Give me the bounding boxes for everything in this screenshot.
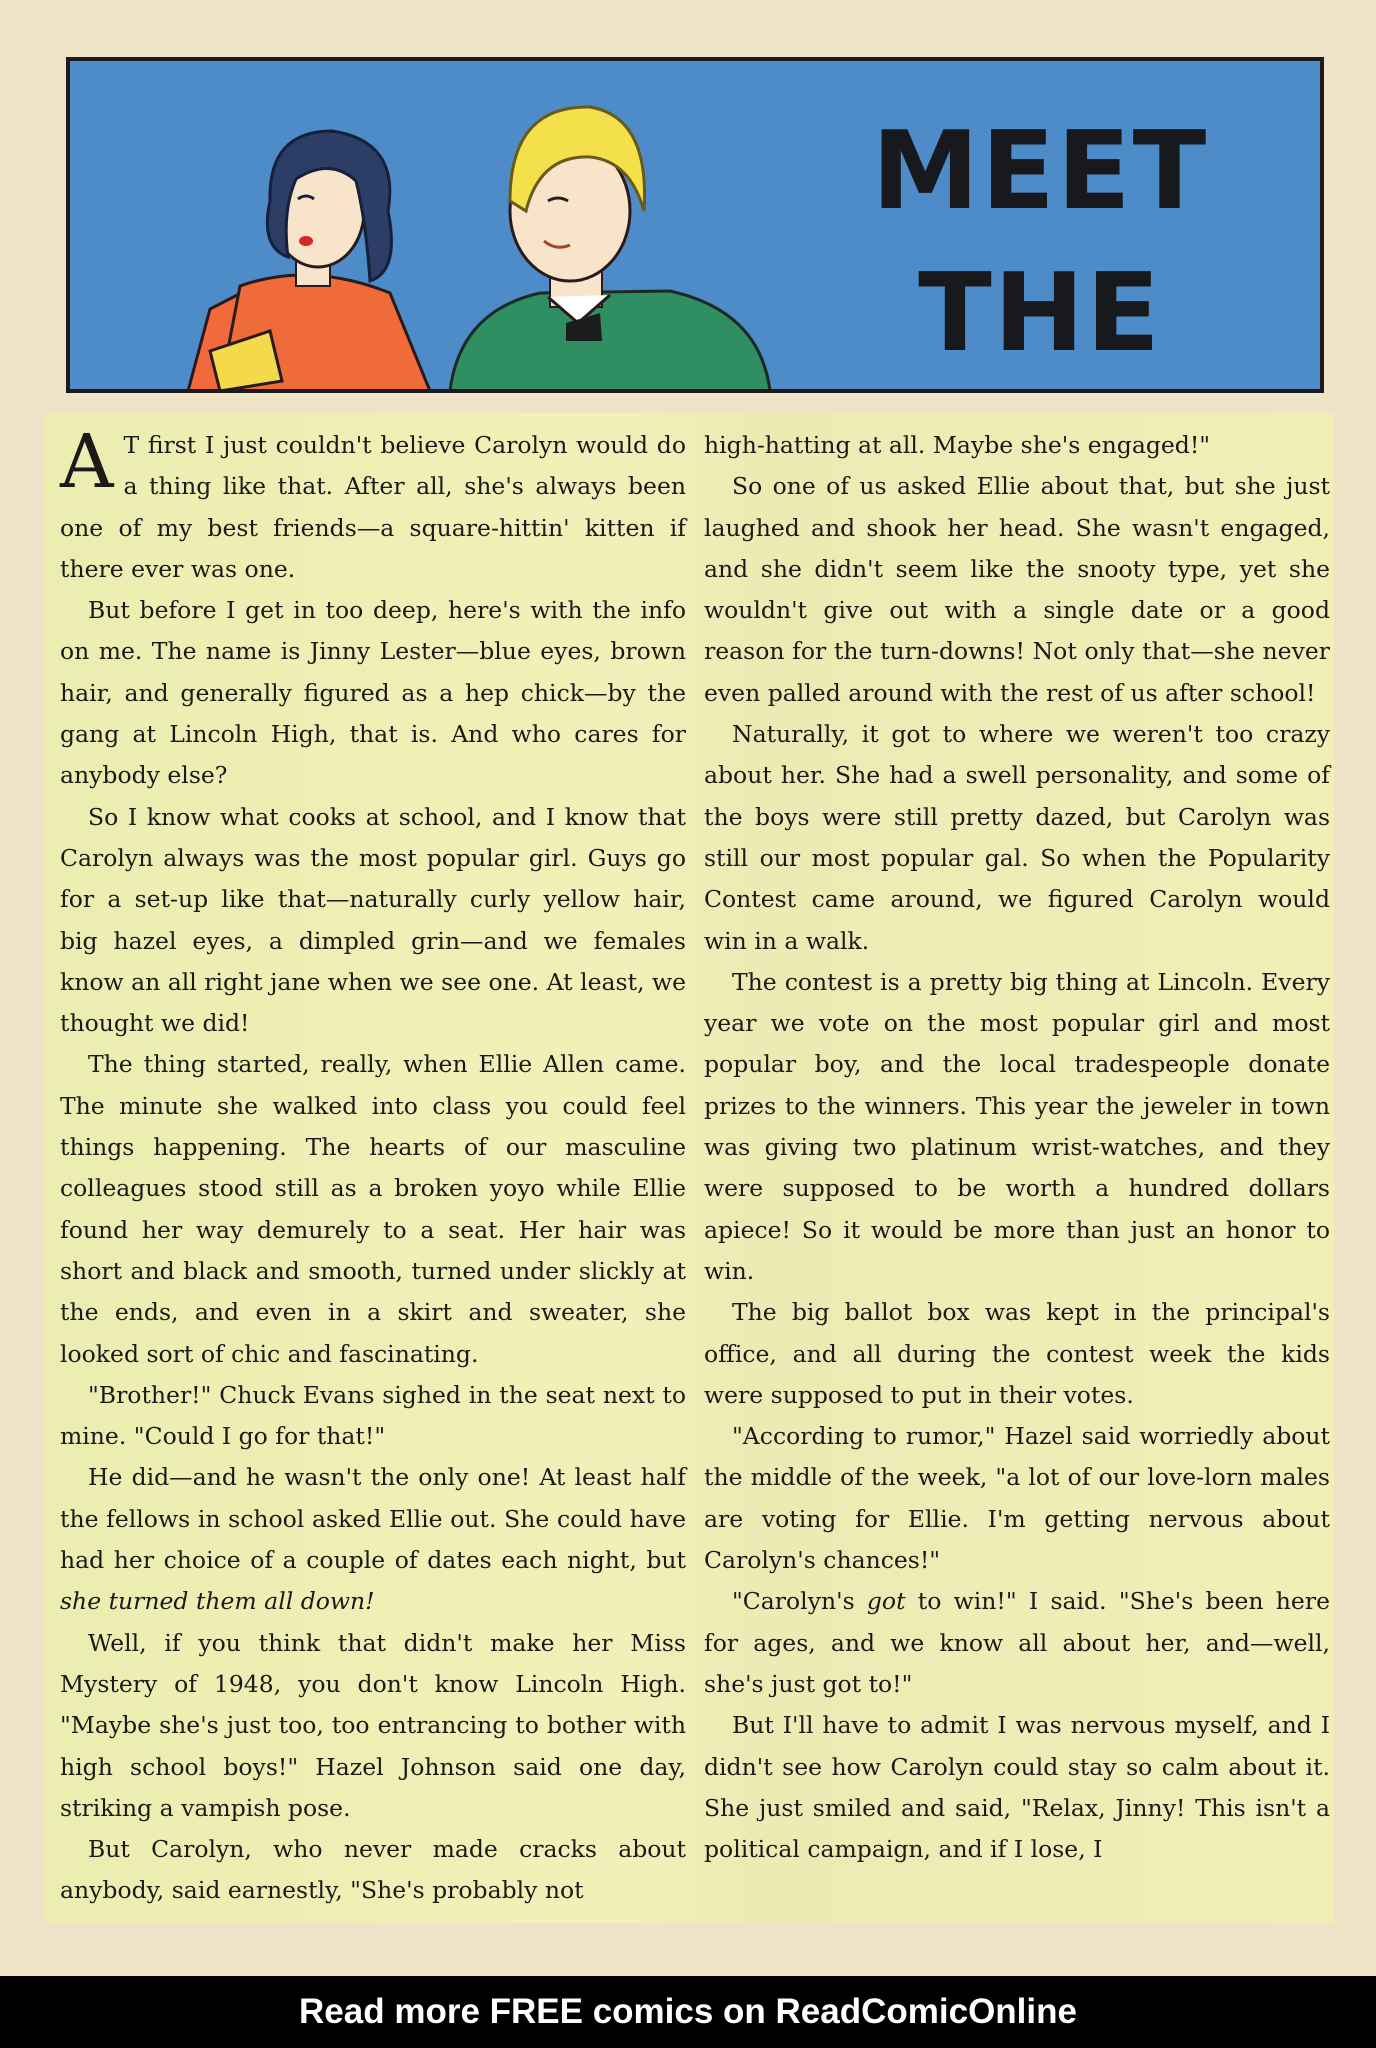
girl-figure (188, 131, 430, 391)
story-paragraph: Well, if you think that didn't make her Miss Mystery of 1948, you don't know Lincoln High. "Maybe she's just too, too entrancing to bother with high school boys!" Hazel Johnson said one day, striking a vampish pose. (60, 1628, 686, 1822)
paragraph-text: "Carolyn's (732, 1587, 867, 1616)
story-paragraph (704, 1581, 1330, 1705)
emphasis-text: she turned them all down! (60, 1587, 375, 1616)
story-paragraph: The thing started, really, when Ellie Allen came. The minute she walked into class you could feel things happening. The hearts of our masculine colleagues stood still as a broken yoyo while Ellie found her way demurely to a seat. Her hair was short and black and smooth, turned under slickly at the ends, and even in a skirt and sweater, she looked sort of chic and fascinating. (60, 1050, 686, 1368)
page-title (770, 101, 1310, 393)
story-paragraph: The contest is a pretty big thing at Lincoln. Every year we vote on the most popular girl and most popular boy, and the local tradespeople donate prizes to the winners. This year the jeweler in town was giving two platinum wrist-watches, and they were supposed to be worth a hundred dollars apiece! So it would be more than just an honor to win. (704, 967, 1330, 1285)
drop-cap: A (60, 419, 114, 505)
header-panel (66, 57, 1324, 393)
story-column-right (704, 425, 1330, 1870)
story-column-left (60, 419, 686, 1912)
footer-banner[interactable] (0, 1976, 1376, 2048)
story-paragraph: But before I get in too deep, here's with the info on me. The name is Jinny Lester—blue eyes, brown hair, and generally figured as a hep chick—by the gang at Lincoln High, that is. And who cares for anybody else? (60, 596, 686, 790)
boy-figure (450, 107, 770, 391)
story-paragraph: high-hatting at all. Maybe she's engaged!" (704, 431, 1211, 459)
story-paragraph (60, 1457, 686, 1622)
story-paragraph (60, 419, 686, 590)
footer-link[interactable]: Read more FREE comics on ReadComicOnline (299, 1992, 1077, 2031)
header-illustration (70, 61, 830, 391)
story-paragraph: So one of us asked Ellie about that, but she just laughed and shook her head. She wasn't engaged, and she didn't seem like the snooty type, yet she wouldn't give out with a single date or a good reason for the turn-downs! Not only that—she never even palled around with the rest of us after school! (704, 472, 1330, 707)
emphasis-text: got (866, 1587, 906, 1616)
story-text-area (44, 413, 1334, 1923)
paragraph-text: He did—and he wasn't the only one! At least half the fellows in school asked Ellie out. She could have had her choice of a couple of dates each night, but (60, 1463, 686, 1575)
story-paragraph: The big ballot box was kept in the principal's office, and all during the contest week the kids were supposed to put in their votes. (704, 1298, 1330, 1409)
story-paragraph: "According to rumor," Hazel said worriedly about the middle of the week, "a lot of our love-lorn males are voting for Ellie. I'm getting nervous about Carolyn's chances!" (704, 1422, 1330, 1575)
story-paragraph: Naturally, it got to where we weren't too crazy about her. She had a swell personality, and some of the boys were still pretty dazed, but Carolyn was still our most popular gal. So when the Popularity Contest came around, we figured Carolyn would win in a walk. (704, 720, 1330, 955)
title-line-2 (770, 385, 1310, 393)
story-paragraph: But Carolyn, who never made cracks about anybody, said earnestly, "She's probably not (60, 1835, 686, 1905)
paragraph-text: to win!" I said. "She's been here for ages, and we know all about her, and—well, she's just got to!" (704, 1587, 1330, 1698)
title-line-1: MEET THE (871, 109, 1209, 376)
paragraph-text: T first I just couldn't believe Carolyn would do a thing like that. After all, she's always been one of my best friends—a square-hittin' kitten if there ever was one. (60, 431, 686, 583)
story-paragraph: "Brother!" Chuck Evans sighed in the seat next to mine. "Could I go for that!" (60, 1380, 686, 1451)
story-paragraph: So I know what cooks at school, and I know that Carolyn always was the most popular girl. Guys go for a set-up like that—naturally curly yellow hair, big hazel eyes, a dimpled grin—and we females know an all right jane when we see one. At least, we thought we did! (60, 802, 686, 1038)
story-paragraph: But I'll have to admit I was nervous myself, and I didn't see how Carolyn could stay so calm about it. She just smiled and said, "Relax, Jinny! This isn't a political campaign, and if I lose, I (704, 1711, 1330, 1864)
